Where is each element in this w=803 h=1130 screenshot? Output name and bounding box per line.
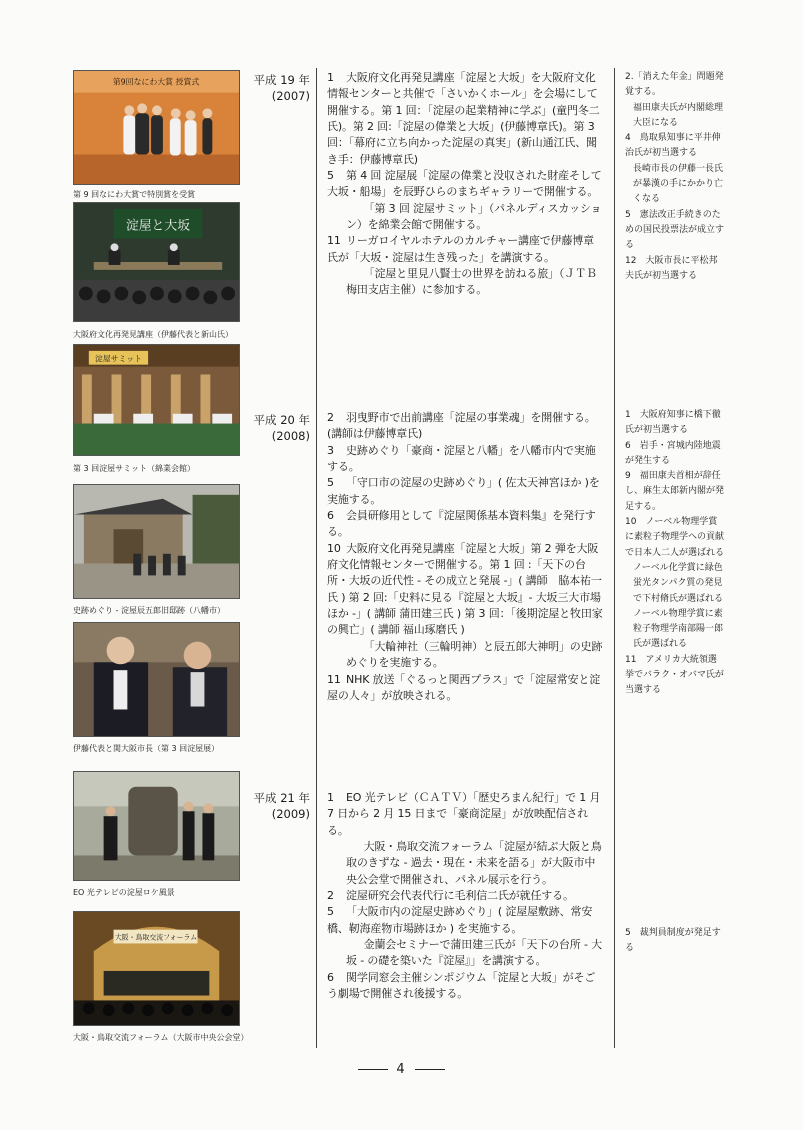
entries-2008 [327,410,604,704]
photo-yodoya-summit [73,344,240,456]
photo-tour-yawata [73,484,240,599]
entry-item: 10 大阪府文化再発見講座「淀屋と大坂」第 2 弾を大阪府文化情報センターで開催する。第 1 回 :「天下の台所・大坂の近代性 - その成立と発展 -」( 講師 脇本祐一氏 ) 第 2 回:「史料に見る『淀屋と大坂』- 大坂三大市場ほか -」( 講師 蒲田建三氏 ) 第 3 回：「後期淀屋と牧田家の興亡」( 講師 福山琢磨氏 ) 「大輪神社（三輪明神）と辰五郎大神明」の史跡めぐりを実施する。 [327,541,603,670]
event-item: 10 ノーベル物理学賞に素粒子物理学への貢献で日本人二人が選ばれる [625,517,725,558]
entries-2009 [327,790,604,1002]
event-item: ノーベル化学賞に緑色蛍光タンパク質の発見で下村脩氏が選ばれる [633,562,724,604]
event-item: 5 裁判員制度が発足する [625,928,721,954]
photo-naniwa-award [73,70,240,185]
photo-eo-tv-shoot [73,771,240,881]
footer-dash [358,1069,388,1070]
column-divider [614,68,615,1048]
entry-item: 6 会員研修用として『淀屋関係基本資料集』を発行する。 [327,509,596,539]
year-label: 平成 19 年 [253,73,310,87]
footer-dash [415,1069,445,1070]
event-item: 1 大阪府知事に橋下徹氏が初当選する [625,410,721,436]
entry-item: 3 史跡めぐり「豪商・淀屋と八幡」を八幡市内で実施する。 [327,443,596,474]
year-label: 平成 21 年 [253,791,310,805]
entry-item: 11 NHK 放送「ぐるっと関西プラス」で「淀屋常安と淀屋の人々」が放映される。 [327,672,601,702]
year-western: (2009) [271,807,310,821]
photo-caption: 第 9 回なにわ大賞で特別賞を受賞 [73,190,196,199]
photo-caption: 伊藤代表と関大阪市長（第 3 回淀屋展） [73,744,220,753]
entry-item: 5 第 4 回 淀屋展「淀屋の偉業と没収された財産そして大坂・船場」を辰野ひらのまちギャラリーで開催する。 「第 3 回 淀屋サミット」（パネルディスカッション）を綿業会館で開催する。 [327,169,602,232]
column-divider [316,68,317,1048]
photo-caption: EO 光テレビの淀屋ロケ風景 [73,888,175,897]
event-item: 12 大阪市長に平松邦夫氏が初当選する [625,255,718,281]
year-2009 [250,790,310,822]
events-2009 [625,926,725,957]
event-item: 6 岩手・宮城内陸地震が発生する [625,440,721,466]
photo-ito-and-mayor [73,622,240,737]
entry-item: 6 関学同窓会主催シンポジウム「淀屋と大坂」がそごう劇場で開催され後援する。 [327,970,596,1001]
year-2007 [250,72,310,104]
event-item: 9 福田康夫首相が辞任し、麻生太郎新内閣が発足する。 [625,471,725,512]
entry-item: 11 リーガロイヤルホテルのカルチャー講座で伊藤博章氏が「大坂・淀屋は生き残った」を講演する。 「淀屋と里見八賢士の世界を訪ねる旅」（ＪＴＢ梅田支店主催）に参加する。 [327,234,597,297]
entry-item: 2 淀屋研究会代表代行に毛利信二氏が就任する。 [327,889,574,903]
photo-osaka-tottori-forum [73,911,240,1026]
year-2008 [250,412,310,444]
events-2007 [625,70,725,284]
forum-banner-text: 大阪・鳥取交流フォーラム [114,933,198,942]
entry-item: 2 羽曳野市で出前講座「淀屋の事業魂」を開催する。(講師は伊藤博章氏) [327,411,596,441]
events-2008 [625,408,725,699]
summit-banner-text: 淀屋サミット [94,354,143,364]
event-item: 長崎市長の伊藤一長氏が暴漢の手にかかり亡くなる [633,163,724,205]
event-item: 11 アメリカ大統領選挙でバラク・オバマ氏が当選する [625,654,724,696]
entry-item: 1 EO 光テレビ（ＣＡＴＶ）「歴史ろまん紀行」で 1 月 7 日から 2 月 15 日まで「豪商淀屋」が放映配信される。 大阪・鳥取交流フォーラム「淀屋が結ぶ大阪と鳥取のきずな - 過去・現在・未来を語る」が大阪市中央公会堂で開催され、パネル展示を行う。 [327,791,602,886]
lecture-banner-text: 淀屋と大坂 [125,218,191,234]
entry-item: 5 「大阪市内の淀屋史跡めぐり」( 淀屋屋敷跡、常安橋、靭海産物市場跡ほか ) を実施する。 金蘭会セミナーで蒲田建三氏が「天下の台所 - 大坂 - の礎を築いた『淀屋』」を講演する。 [327,905,602,968]
year-western: (2007) [271,89,310,103]
event-item: 4 鳥取県知事に平井伸治氏が初当選する [625,133,721,159]
photo-culture-lecture [73,202,240,322]
page-number: 4 [396,1062,407,1077]
event-item: ノーベル物理学賞に素粒子物理学南部陽一郎氏が選ばれる [633,608,724,650]
photo-caption: 大阪・鳥取交流フォーラム（大阪市中央公会堂） [73,1033,249,1042]
page-footer [0,1062,803,1077]
year-western: (2008) [271,429,310,443]
entries-2007 [327,70,604,299]
event-item: 5 憲法改正手続きのための国民投票法が成立する [625,209,725,251]
entry-item: 1 大阪府文化再発見講座「淀屋と大坂」を大阪府文化情報センターと共催で「さいかくホール」を会場にして開催する。第 1 回：「淀屋の起業精神に学ぶ」(童門冬二氏)。第 2 回:「淀屋の偉業と大坂」(伊藤博章氏)。第 3 回：「幕府に立ち向かった淀屋の真実」(新山通江氏、聞き手：伊藤博章氏) [327,71,600,166]
event-item: 2.「消えた年金」問題発覚する。 [625,72,724,98]
entry-item: 5 「守口市の淀屋の史跡めぐり」( 佐太天神宮ほか )を実施する。 [327,476,600,506]
photo-caption: 史跡めぐり - 淀屋辰五郎旧邸跡（八幡市） [73,606,225,615]
photo-caption: 大阪府文化再発見講座（伊藤代表と新山氏） [73,330,233,339]
year-label: 平成 20 年 [253,413,310,427]
event-item: 福田康夫氏が内閣総理大臣になる [633,102,724,128]
award-banner-text: 第9回なにわ大賞 授賞式 [112,77,200,87]
photo-caption: 第 3 回淀屋サミット（綿業会館） [73,464,196,473]
